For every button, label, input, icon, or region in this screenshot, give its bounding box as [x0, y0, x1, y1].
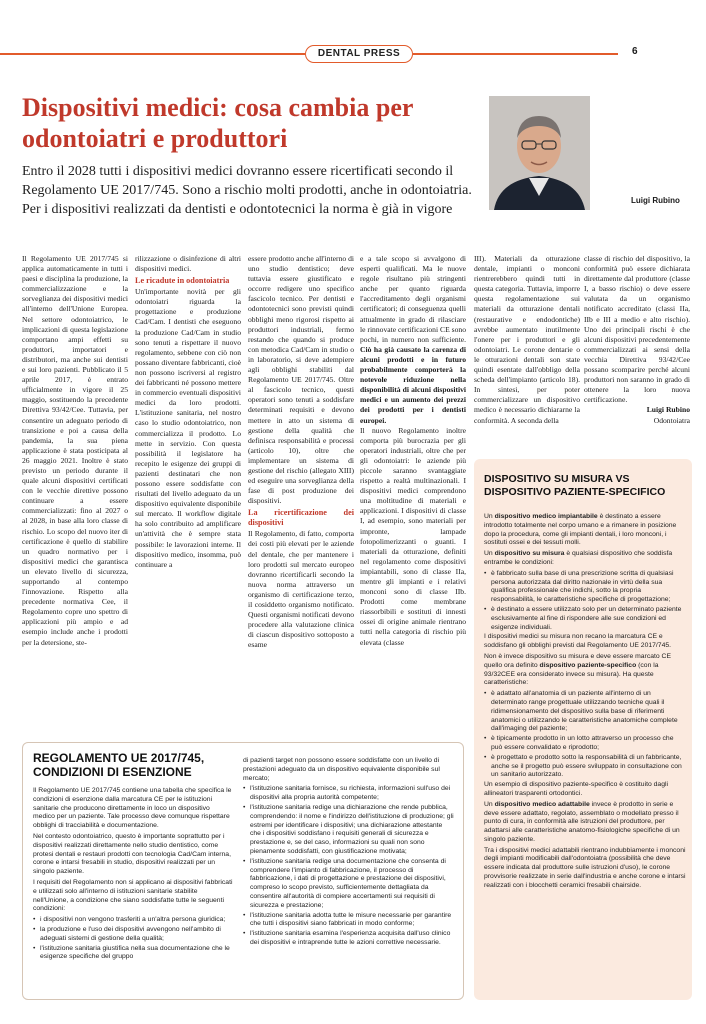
paragraph [484, 550, 686, 568]
paragraph: Il nuovo Regolamento inoltre comporta più burocrazia per gli operatori industriali, oltre che per gli odontoiatri: le aziende più piccole saranno svantaggiate rispetto a realtà multinazionali. I dispositivi medici comprendono una moltitudine di materiali e applicazioni. I dispositivi di classe I, ad esempio, sono materiali per impronte, lampade fotopolimerizzanti o guanti. I materiali da otturazione, definiti nel regolamento come dispositivi impiantabili, sono di classe IIa, mentre gli impianti e i relativi monconi sono di classe IIb. Prodotti come membrane riassorbibili e sostituti di innesti ossei di origine animale rientrano tutti nella categoria di rischio più elevata (classe [360, 425, 466, 647]
text: invece è prodotto in serie e deve essere adattato, regolato, assemblato o modellato presso il punto di cura, in conformità alle istruzioni del produttore, per adattarsi alle caratteristiche anatomo-fisiologiche specifiche di un singolo paziente. [484, 800, 680, 843]
box-title: REGOLAMENTO UE 2017/745, CONDIZIONI DI ESENZIONE [33, 751, 205, 779]
box-title: DISPOSITIVO SU MISURA VS DISPOSITIVO PAZIENTE-SPECIFICO [484, 473, 666, 498]
subheading: La ricertificazione dei dispositivi [248, 508, 354, 528]
condition-list [243, 785, 455, 947]
paragraph [484, 513, 686, 548]
paragraph: di pazienti target non possono essere soddisfatte con un livello di prestazioni adeguato da un dispositivo equivalente disponibile sul mercato; [243, 757, 440, 782]
list-item: • l'istituzione sanitaria giustifica nella sua documentazione che le esigenze specifiche del gruppo [33, 945, 233, 963]
publication-name: DENTAL PRESS [305, 45, 413, 63]
article-column-1 [22, 254, 128, 737]
custom-device-box [474, 459, 692, 1000]
paragraph: classe di rischio del dispositivo, la conformità può essere dichiarata direttamente dal produttore (classe I, a basso rischio) o deve essere valutata da un organismo notificato accreditato (classi IIa, IIb e III a medio e alto rischio). Uno dei principali rischi è che alcuni dispositivi precedentemente commercializzati ai sensi della vecchia Direttiva 93/42/Cee possano scomparire perché alcuni produttori non saranno in grado di ottenere la loro nuova certificazione. [584, 254, 690, 405]
paragraph-bold-text: Ciò ha già causato la carenza di alcuni prodotti e in futuro probabilmente comporterà la notevole riduzione nella disponibilità di alcuni dispositivi medici e un aumento dei prezzi dei prodotti per i dentisti europei. [360, 344, 466, 425]
list-item: • l'istituzione sanitaria redige una dichiarazione che rende pubblica, comprendendo: il nome e l'indirizzo dell'istituzione di produzione; gli estremi per identificare i dispositivi; una dichiarazione attestante che i dispositivi soddisfano i requisiti generali di sicurezza e prestazione e, se del caso, informazioni su quali non sono pienamente soddisfatti, con giustificazione motivata; [243, 804, 455, 857]
subheading: Le ricadute in odontoiatria [135, 276, 230, 286]
bold-text: dispositivo medico adattabile [494, 800, 590, 808]
text: è qualsiasi dispositivo che soddisfa entrambe le condizioni: [484, 550, 673, 566]
box-right-column [243, 757, 455, 949]
page-number: 6 [632, 46, 638, 57]
list-item: • è adattato all'anatomia di un paziente all'interno di un determinato range progettuale utilizzando tecniche quali il ridimensionamento del dispositivo sulla base di riferimenti anatomici o utilizzando le caratteristiche anatomiche complete dall'imaging del paziente; [484, 690, 686, 734]
list-item: • è progettato e prodotto sotto la responsabilità di un fabbricante, anche se il progetto può essere sviluppato in consultazione con un sanitario autorizzato. [484, 754, 686, 780]
text: Non è invece dispositivo su misura e deve essere marcato CE quello ora definito [484, 652, 672, 669]
list-item: • è tipicamente prodotto in un lotto attraverso un processo che può essere convalidato e riprodotto; [484, 735, 686, 753]
box-left-column [33, 787, 233, 963]
header-rule-left [0, 53, 305, 55]
article-lead: Entro il 2028 tutti i dispositivi medici dovranno essere ricertificati secondo il Regolamento UE 2017/745. Sono a rischio molti prodotti, anche in odontoiatria. Per i dispositivi realizzati da dentisti e odontotecnici la norma è già in vigore [22, 164, 472, 217]
text: (con la 93/32CEE era considerato invece su misura). Ha queste caratteristiche: [484, 661, 659, 687]
paragraph: Nel contesto odontoiatrico, questo è importante soprattutto per i dispositivi realizzati direttamente nello studio dentistico, come protesi dentali e restauri prodotti con tecnologia Cad/Cam interna, corone e intarsi fresabili in studio, dispositivi realizzati per un singolo paziente. [33, 832, 231, 876]
article-title: Dispositivi medici: cosa cambia per odontoiatri e produttori [22, 93, 413, 153]
article-column-3 [248, 254, 354, 737]
regulation-exemption-box [22, 742, 464, 1000]
paragraph: Tra i dispositivi medici adattabili rientrano indubbiamente i monconi degli impianti modificabili dall'odontoiatra (possibilità che deve essere indicata dal produttore sulle istruzioni d'uso), le corone provvisorie realizzate in serie dall'industria e anche corone e intarsi realizzati con i blocchetti ceramici fresabili chairside. [484, 846, 686, 889]
list-item: • l'istituzione sanitaria esamina l'esperienza acquisita dall'uso clinico dei dispositivi e intraprende tutte le azioni correttive necessarie. [243, 930, 455, 948]
list-item: • la produzione e l'uso dei dispositivi avvengono nell'ambito di adeguati sistemi di gestione della qualità; [33, 926, 233, 944]
signature-role: Odontoiatra [653, 415, 690, 425]
text: Un [484, 550, 495, 558]
author-caption: Luigi Rubino [631, 196, 680, 205]
article-column-5 [474, 254, 690, 440]
bold-text: dispositivo medico impiantabile [494, 513, 598, 520]
paragraph: Un esempio di dispositivo paziente-specifico è costituito dagli allineatori trasparenti ortodontici. [484, 781, 668, 797]
paragraph: rilizzazione o disinfezione di altri dispositivi medici. [135, 254, 241, 274]
list-item: • è destinato a essere utilizzato solo per un determinato paziente esclusivamente al fine di rispondere alle sue condizioni ed esigenze individuali. [484, 606, 686, 632]
text: Un [484, 513, 495, 520]
paragraph: Il Regolamento UE 2017/745 contiene una tabella che specifica le condizioni di esenzione dalla marcatura CE per le istituzioni sanitarie che producono direttamente in loco un dispositivo medico per un paziente. Tale processo deve comunque rispettare obblighi di tracciabilità e documentazione. [33, 787, 232, 830]
paragraph: III). Materiali da otturazione dentale, impianti o monconi rientrerebbero quindi tutti in questa categoria. Tuttavia, imporre questa regolamentazione sui materiali da otturazione dentali (restaurative e endodontiche) avrebbe aumentato inutilmente l'onere per i produttori e gli odontoiatri. Le corone dentarie o le otturazioni dentali son state quindi esentate dall'obbligo della scheda dell'impianto (articolo 18). In sintesi, per poter commercializzare un dispositivo medico è necessario dichiararne la conformità. A seconda della [474, 254, 580, 425]
paragraph: Un'importante novità per gli odontoiatri riguarda la progettazione e produzione Cad/Cam. I dentisti che eseguono la produzione Cad/Cam in studio sono tenuti a rispettare il nuovo regolamento, sebbene con ciò non possano diventare fabbricanti, cioè non possono iscriversi al registro dei fabbricanti né possono mettere in commercio eventuali dispositivi medici da loro prodotti. L'istituzione sanitaria, nel nostro caso lo studio odontoiatrico, non commercializza il prodotto. Lo mette in servizio. Con questa possibilità il legislatore ha recepito le esigenze dei gruppi di pazienti destinatari che non possono essere soddisfatte con risultati del livello adeguato da un dispositivo equivalente disponibile sul mercato. Il workflow digitale ha solo contribuito ad amplificare un'attività che è sempre stata possibile: le lavorazioni interne. Il dispositivo medico, insomma, può continuare a [135, 287, 241, 569]
article-column-2 [135, 254, 241, 737]
signature-name: Luigi Rubino [646, 405, 690, 415]
text: Un [484, 800, 495, 808]
list-item: • è fabbricato sulla base di una prescrizione scritta di qualsiasi persona autorizzata dal diritto nazionale in virtù della sua qualifica professionale che indichi, sotto la propria responsabilità, le caratteristiche specifiche di progettazione; [484, 570, 686, 605]
paragraph: essere prodotto anche all'interno di uno studio dentistico; deve tuttavia essere giustificato e occorre redigere uno specifico fascicolo tecnico. Per dentisti e odontotecnici sono previsti quindi obblighi meno rigorosi rispetto ai produttori industriali, fermo restando che quando si produce con metodica Cad/Cam in studio o in laboratorio, si deve adempiere agli obblighi stabiliti dal Regolamento UE 2017/745. Oltre al fascicolo tecnico, questi operatori sono tenuti a soddisfare determinati requisiti e devono mettere in atto un sistema di gestione della qualità che definisca responsabilità e processi (articolo 10), oltre che implementare un sistema di gestione del rischio (allegato XIII) ed eseguire una sorveglianza della fase di post produzione dei dispositivi. [248, 254, 354, 506]
bold-text: dispositivo su misura [494, 550, 565, 558]
article-column-4 [360, 254, 466, 737]
box-text [484, 513, 686, 893]
feature-list [484, 690, 686, 780]
paragraph [484, 801, 686, 845]
column-5b [584, 254, 690, 426]
author-photo [489, 96, 590, 210]
paragraph: I dispositivi medici su misura non recano la marcatura CE e soddisfano gli obblighi previsti dal Regolamento UE 2017/745. [484, 633, 672, 650]
paragraph-text: e a tale scopo si avvalgono di esperti qualificati. Ma le nuove regole risultano più stringenti anche per quanto riguarda l'accreditamento degli organismi certificatori; di conseguenza quelli attualmente in grado di rilasciare le rinnovate certificazioni CE sono pochi, in numero non sufficiente. [360, 254, 466, 344]
paragraph [484, 653, 686, 688]
paragraph: Il Regolamento UE 2017/745 si applica automaticamente in tutti i paesi e disciplina la produzione, la commercializzazione e la sorveglianza dei dispositivi medici all'interno dell'Unione Europea. Nel settore odontoiatrico, le implicazioni di questa legislazione comportano ampi effetti su produttori, importatori e distributori, ma anche sui dentisti e sui loro pazienti. Pubblicato il 5 aprile 2017, è entrato ufficialmente in vigore il 25 maggio, sostituendo la precedente Direttiva 93/42/Cee. Tuttavia, per consentire un adeguato periodo di transizione e poi a causa della pandemia, la sua piena applicazione è stata posticipata al 26 maggio 2021. Inoltre è stato previsto un periodo durante il quale alcuni dispositivi certificati con le vecchie direttive possono continuare a essere commercializzati: fino al 2027 o al 2028, in base alla loro classe di rischio. Lo scopo del nuovo iter di certificazione è quello di stabilire un quadro normativo per i dispositivi medici che garantisca un elevato livello di sicurezza, supportando al contempo l'innovazione. Rispetto alla precedente normativa Cee, il Regolamento copre uno spettro di applicazioni più ampio e ad esempio include anche i prodotti per la detersione, ste- [22, 254, 128, 647]
header-rule-right [413, 53, 618, 55]
paragraph [360, 254, 466, 426]
paragraph: I requisiti del Regolamento non si applicano ai dispositivi fabbricati e utilizzati solo all'interno di istituzioni sanitarie stabilite nell'Unione, a condizione che siano soddisfatte tutte le seguenti condizioni: [33, 878, 233, 913]
list-item: • l'istituzione sanitaria fornisce, su richiesta, informazioni sull'uso dei dispositivi alla propria autorità competente; [243, 785, 455, 803]
list-item: • l'istituzione sanitaria adotta tutte le misure necessarie per garantire che tutti i dispositivi siano fabbricati in modo conforme; [243, 912, 455, 930]
paragraph: Il Regolamento, di fatto, comporta dei costi più elevati per le aziende del dentale, che per mantenere i loro prodotti sul mercato europeo dovranno ricertificarli secondo la nuova norma attraverso un organismo di certificazione terzo, il cosiddetto organismo notificato. Questi organismi notificati devono procedere alla valutazione clinica di ciascun dispositivo sottoposto a esame [248, 529, 354, 650]
text: è destinato a essere introdotto totalmente nel corpo umano e a rimanere in posizione dopo la procedura, come gli impianti dentali, i loro monconi, i sostituti ossei e dei tessuti molli. [484, 513, 677, 547]
list-item: • l'istituzione sanitaria redige una documentazione che consenta di comprendere l'impianto di fabbricazione, il processo di fabbricazione, i dati di progettazione e prestazione dei dispositivi, compreso lo scopo previsto, sufficientemente dettagliata da consentire all'autorità di compiere accertamenti sui requisiti di sicurezza e prestazione; [243, 858, 455, 911]
condition-list [484, 570, 686, 633]
list-item: • i dispositivi non vengono trasferiti a un'altra persona giuridica; [33, 916, 233, 925]
bold-text: dispositivo paziente-specifico [539, 661, 637, 669]
condition-list [33, 916, 233, 962]
